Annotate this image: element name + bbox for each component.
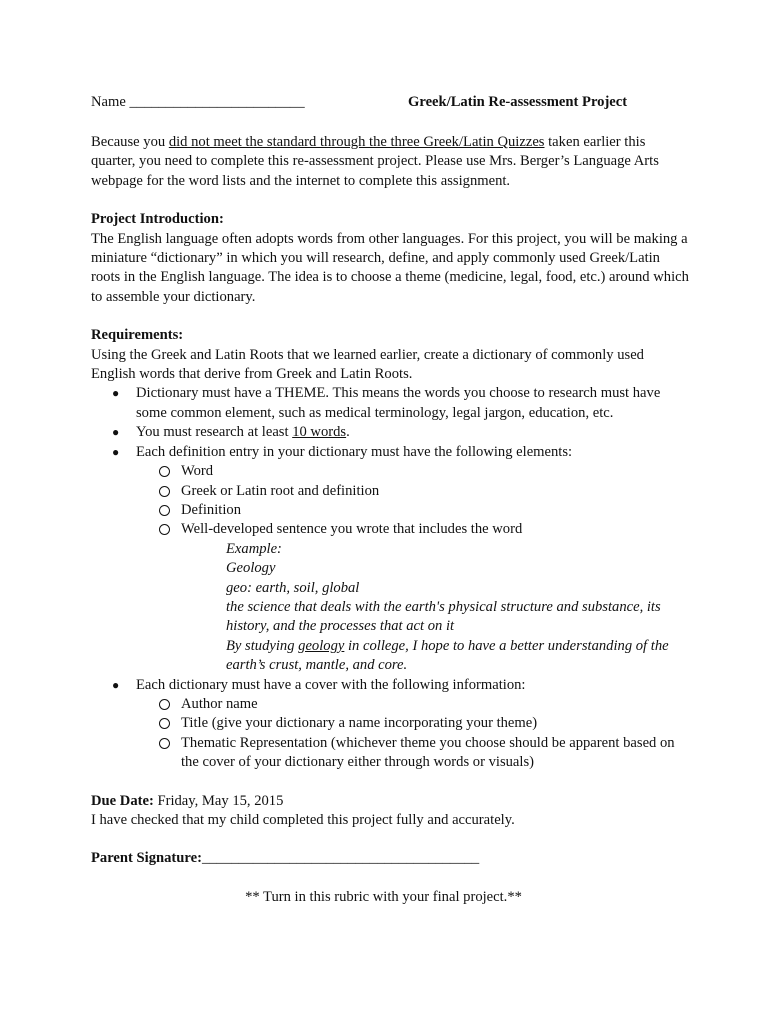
project-intro-body: The English language often adopts words from other languages. For this project, you will be making a miniature “dictionary” in which you will research, define, and apply commonly used Greek/Latin roots in the English language. The idea is to choose a theme (medicine, legal, food, etc.) around which to assemble your dictionary. xyxy=(91,230,689,305)
entry-element-text: Well-developed sentence you wrote that includes the word xyxy=(181,521,523,538)
example-label: Example: xyxy=(226,540,282,557)
list-item xyxy=(136,714,691,733)
name-field[interactable]: Name ________________________ xyxy=(91,94,305,110)
list-item xyxy=(136,695,691,714)
example-block xyxy=(91,540,691,676)
cover-element-text: Thematic Representation (whichever theme you choose should be apparent based on the cover of your dictionary either through words or visuals) xyxy=(181,734,675,771)
example-sentence-before: By studying xyxy=(226,637,299,654)
list-item xyxy=(136,462,691,481)
circle-bullet-icon xyxy=(159,524,170,535)
circle-bullet-icon xyxy=(159,505,170,516)
circle-bullet-icon xyxy=(159,718,170,729)
requirements-heading: Requirements: xyxy=(91,327,184,344)
signature-label: Parent Signature: xyxy=(91,850,202,867)
entry-element-text: Greek or Latin root and definition xyxy=(181,482,380,499)
bullet-icon: ● xyxy=(112,677,120,692)
cover-elements-list xyxy=(136,695,691,773)
list-item xyxy=(136,520,691,539)
example-definition: the science that deals with the earth's physical structure and substance, its history, and the processes that act on it xyxy=(226,598,661,635)
example-root: geo: earth, soil, global xyxy=(226,579,360,596)
example-sentence xyxy=(226,637,691,676)
signature-section xyxy=(91,849,691,868)
bullet-research-underlined: 10 words xyxy=(292,424,347,441)
cover-list xyxy=(91,676,691,773)
list-item xyxy=(91,384,691,423)
cover-element-text: Title (give your dictionary a name incorporating your theme) xyxy=(181,715,538,732)
entry-elements-list xyxy=(136,462,691,540)
intro-after: taken earlier this quarter, you need to complete this re-assessment project. Please use Mrs. Berger’s Language Arts webpage for the word lists and the internet to complete this assignment. xyxy=(91,134,659,189)
signature-line xyxy=(91,849,691,868)
bullet-entry-text: Each definition entry in your dictionary must have the following elements: xyxy=(136,443,573,460)
intro-before: Because you xyxy=(91,134,169,150)
intro-paragraph xyxy=(91,133,691,191)
document-title: Greek/Latin Re-assessment Project xyxy=(408,94,628,110)
entry-element-text: Word xyxy=(181,463,214,480)
bullet-icon: ● xyxy=(112,386,120,401)
circle-bullet-icon xyxy=(159,699,170,710)
intro-underlined: did not meet the standard through the three Greek/Latin Quizzes xyxy=(168,134,545,150)
bullet-research-after: . xyxy=(346,424,350,441)
list-item xyxy=(91,443,691,540)
list-item xyxy=(136,482,691,501)
footer-note: ** Turn in this rubric with your final project.** xyxy=(245,888,522,905)
signature-field[interactable]: ______________________________________ xyxy=(201,850,480,867)
bullet-cover-text: Each dictionary must have a cover with the following information: xyxy=(136,676,526,693)
project-intro-section xyxy=(91,210,691,307)
circle-bullet-icon xyxy=(159,486,170,497)
list-item xyxy=(136,734,691,773)
due-section xyxy=(91,792,691,831)
project-intro-heading: Project Introduction: xyxy=(91,211,224,228)
example-sentence-after: in college, I hope to have a better understanding of the earth’s crust, mantle, and core. xyxy=(226,637,669,674)
due-date-value: Friday, May 15, 2015 xyxy=(153,792,284,809)
header xyxy=(91,93,691,113)
requirements-section xyxy=(91,326,691,772)
bullet-research-before: You must research at least xyxy=(136,424,293,441)
entry-element-text: Definition xyxy=(181,501,241,518)
due-date-label: Due Date: xyxy=(91,792,154,809)
list-item xyxy=(91,676,691,773)
circle-bullet-icon xyxy=(159,738,170,749)
document-page xyxy=(91,93,691,907)
bullet-icon: ● xyxy=(112,444,120,459)
parent-check-statement: I have checked that my child completed this project fully and accurately. xyxy=(91,812,515,828)
cover-element-text: Author name xyxy=(181,695,258,712)
example-sentence-underlined: geology xyxy=(298,637,345,654)
bullet-icon: ● xyxy=(112,425,120,440)
list-item xyxy=(136,501,691,520)
due-date-line xyxy=(91,792,691,811)
list-item xyxy=(91,423,691,442)
requirements-list xyxy=(91,384,691,539)
example-word: Geology xyxy=(226,560,276,577)
circle-bullet-icon xyxy=(159,466,170,477)
bullet-theme-text: Dictionary must have a THEME. This means the words you choose to research must have some common element, such as medical terminology, legal jargon, education, etc. xyxy=(136,385,661,421)
requirements-body: Using the Greek and Latin Roots that we learned earlier, create a dictionary of commonly used English words that derive from Greek and Latin Roots. xyxy=(91,346,644,383)
